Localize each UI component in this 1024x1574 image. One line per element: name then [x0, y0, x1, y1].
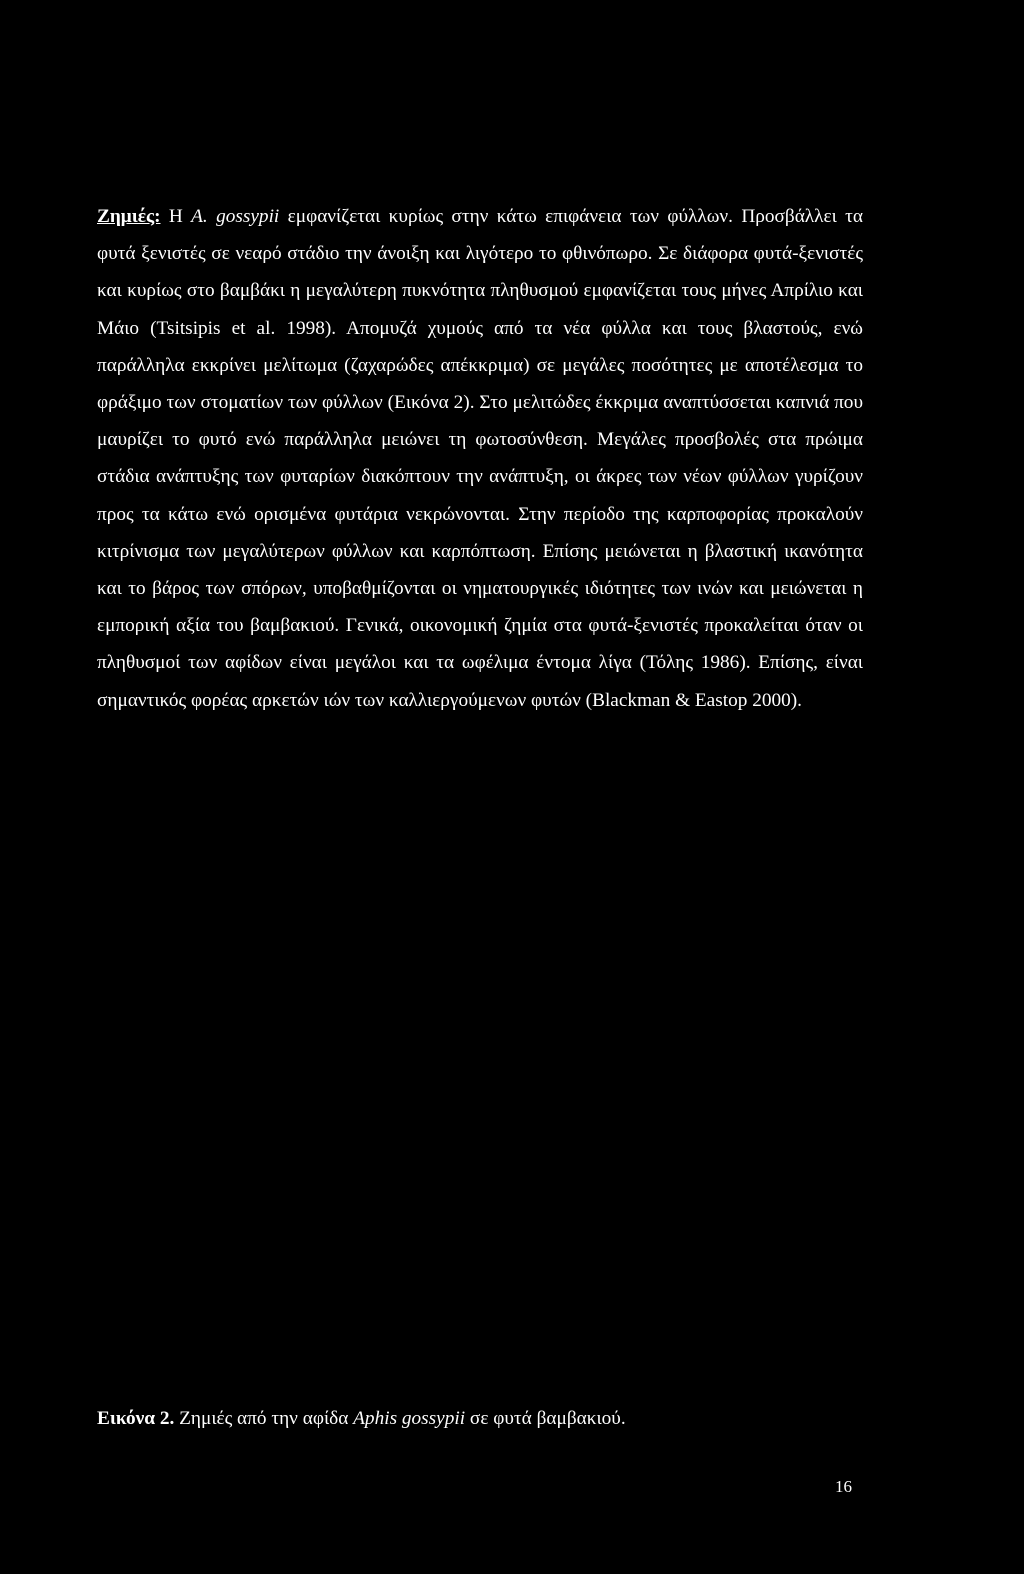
figure-label: Εικόνα 2.: [97, 1408, 175, 1429]
species-name: A. gossypii: [191, 206, 280, 227]
page-number: 16: [835, 1477, 852, 1496]
damage-paragraph: [97, 198, 863, 719]
figure-caption: [97, 1406, 897, 1432]
caption-text: Ζημιές από την αφίδα: [174, 1408, 354, 1429]
paragraph-text-body: εμφανίζεται κυρίως στην κάτω επιφάνεια των φύλλων. Προσβάλλει τα φυτά ξενιστές σε νεαρό στάδιο την άνοιξη και λιγότερο το φθινόπωρο. Σε διάφορα φυτά-ξενιστές και κυρίως στο βαμβάκι η μεγαλύτερη πυκνότητα πληθυσμού εμφανίζεται τους μήνες Απρίλιο και Μάιο (Tsitsipis et al. 1998). Απομυζά χυμούς από τα νέα φύλλα και τους βλαστούς, ενώ παράλληλα εκκρίνει μελίτωμα (ζαχαρώδες απέκκριμα) σε μεγάλες ποσότητες με αποτέλεσμα το φράξιμο των στοματίων των φύλλων (Εικόνα 2). Στο μελιτώδες έκκριμα αναπτύσσεται καπνιά που μαυρίζει το φυτό ενώ παράλληλα μειώνει τη φωτοσύνθεση. Μεγάλες προσβολές στα πρώιμα στάδια ανάπτυξης των φυταρίων διακόπτουν την ανάπτυξη, οι άκρες των νέων φύλλων γυρίζουν προς τα κάτω ενώ ορισμένα φυτάρια νεκρώνονται. Στην περίοδο της καρποφορίας προκαλούν κιτρίνισμα των μεγαλύτερων φύλλων και καρπόπτωση. Επίσης μειώνεται η βλαστική ικανότητα και το βάρος των σπόρων, υποβαθμίζονται οι νηματουργικές ιδιότητες των ινών και μειώνεται η εμπορική αξία του βαμβακιού. Γενικά, οικονομική ζημία στα φυτά-ξενιστές προκαλείται όταν οι πληθυσμοί των αφίδων είναι μεγάλοι και τα ωφέλιμα έντομα λίγα (Τόλης 1986). Επίσης, είναι σημαντικός φορέας αρκετών ιών των καλλιεργούμενων φυτών (Blackman & Eastop 2000).: [97, 206, 863, 711]
caption-species: Aphis gossypii: [353, 1408, 466, 1429]
caption-text-end: σε φυτά βαμβακιού.: [465, 1408, 626, 1429]
paragraph-text-start: Η: [160, 206, 192, 227]
section-heading: Ζημιές:: [97, 206, 161, 227]
